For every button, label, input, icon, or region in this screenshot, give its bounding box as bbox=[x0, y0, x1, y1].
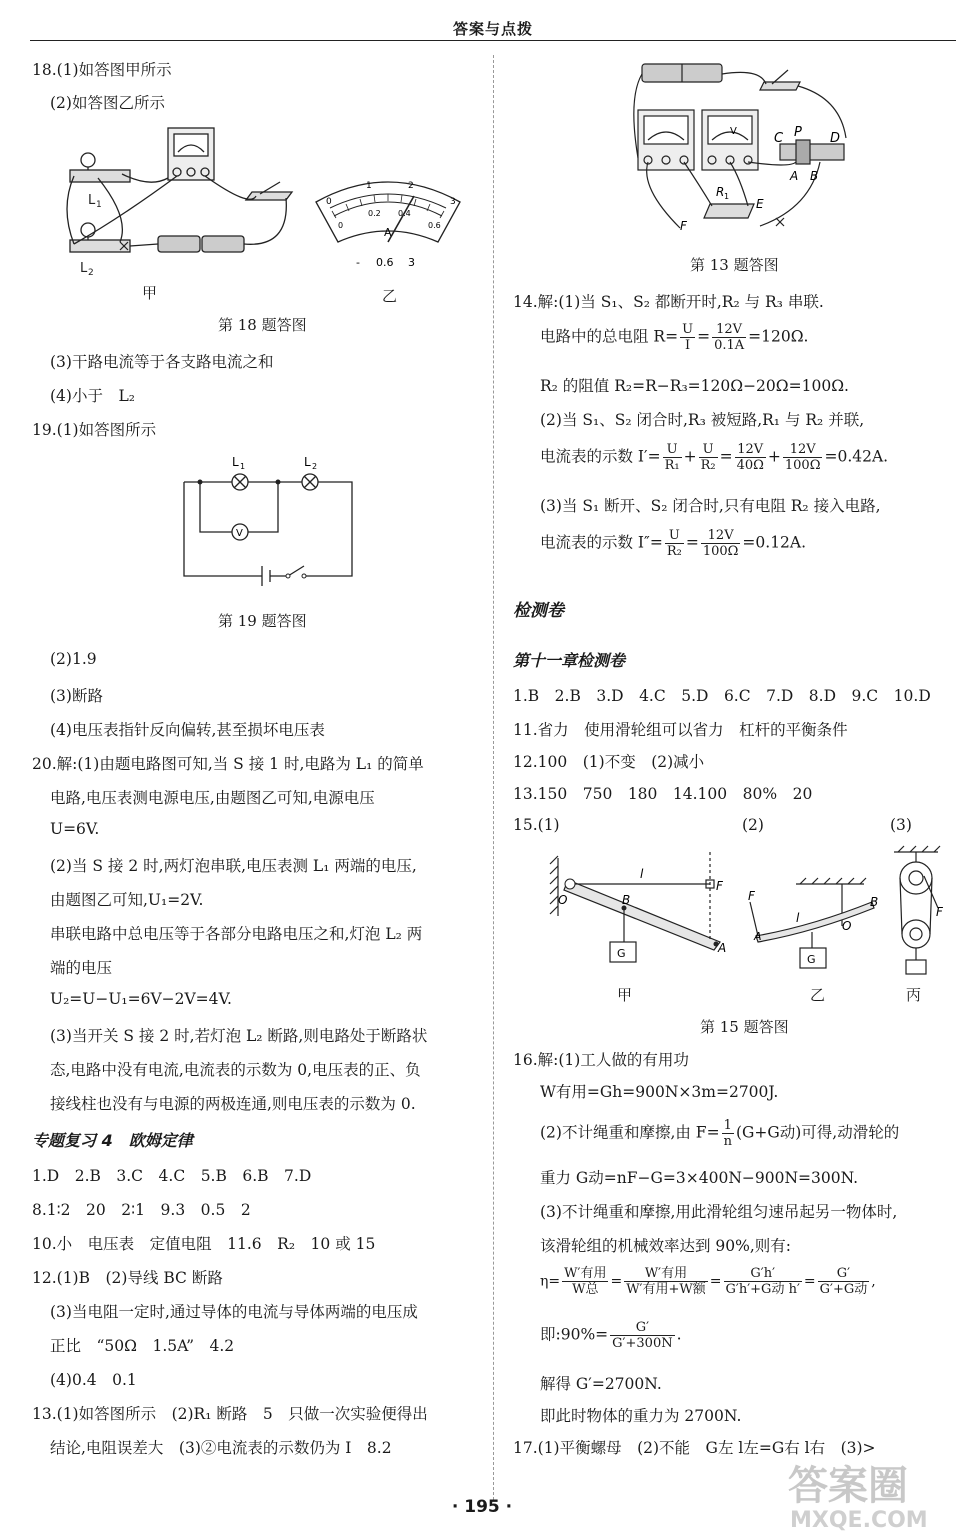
q20-line-5: 由题图乙可知,U₁=2V. bbox=[50, 891, 204, 909]
svg-text:P: P bbox=[794, 125, 802, 140]
svg-text:0.6: 0.6 bbox=[428, 221, 441, 230]
fig18-jia-circuit bbox=[60, 118, 300, 298]
ch11-title: 第十一章检测卷 bbox=[513, 651, 626, 670]
q18-line1: 18.(1)如答图甲所示 bbox=[32, 61, 172, 79]
svg-text:1: 1 bbox=[366, 181, 372, 191]
fig18-caption: 第 18 题答图 bbox=[218, 316, 307, 334]
svg-text:L: L bbox=[88, 193, 96, 208]
q14-line6: (3)当 S₁ 断开、S₂ 闭合时,只有电阻 R₂ 接入电路, bbox=[540, 497, 881, 515]
fig19-circuit-schematic bbox=[176, 452, 362, 584]
fig18-jia-label: 甲 bbox=[142, 284, 158, 302]
answers-line-4: 13.150 750 180 14.100 80% 20 bbox=[513, 785, 813, 803]
svg-text:l: l bbox=[640, 867, 644, 881]
q16-line10: 即此时物体的重力为 2700N. bbox=[540, 1407, 742, 1425]
svg-text:F: F bbox=[716, 879, 723, 893]
q16-line5: (3)不计绳重和摩擦,用此滑轮组匀速吊起另一物体时, bbox=[540, 1203, 898, 1221]
svg-text:2: 2 bbox=[312, 462, 318, 471]
q14-line2: 电路中的总电阻 R= $\frac{U}{I}$ = $\frac{12V}{0.1A}$ =120Ω. bbox=[540, 322, 809, 353]
q16-line6: 该滑轮组的机械效率达到 90%,则有: bbox=[540, 1237, 792, 1255]
q14-line5: 电流表的示数 I′= $\frac{U}{\text{R₁}}$ + $\frac{U}{\text{R₂}}$ = $\frac{12V}{40\Omega}$ + $\frac{12V}{100\Omega}$ =0.42A. bbox=[540, 442, 889, 473]
svg-text:A: A bbox=[754, 930, 762, 943]
svg-text:B: B bbox=[810, 169, 819, 183]
answers-line-2: 11.省力 使用滑轮组可以省力 杠杆的平衡条件 bbox=[513, 721, 848, 739]
q15-label-1: 15.(1) bbox=[513, 816, 560, 834]
q20-line-9: (3)当开关 S 接 2 时,若灯泡 L₂ 断路,则电路处于断路状 bbox=[50, 1027, 428, 1045]
svg-text:1: 1 bbox=[724, 192, 730, 201]
fig15-bing-label: 丙 bbox=[906, 986, 922, 1004]
topic4-line-3: 10.小 电压表 定值电阻 11.6 R₂ 10 或 15 bbox=[32, 1235, 376, 1253]
watermark-logo: 答案圈 bbox=[788, 1463, 908, 1509]
svg-text:A: A bbox=[790, 169, 799, 183]
q20-line-10: 态,电路中没有电流,电流表的示数为 0,电压表的正、负 bbox=[50, 1061, 421, 1079]
svg-text:0.2: 0.2 bbox=[368, 209, 381, 218]
topic4-line-7: (4)0.4 0.1 bbox=[50, 1371, 137, 1389]
svg-text:R: R bbox=[716, 185, 725, 199]
watermark-url: MXQE.COM bbox=[790, 1508, 928, 1533]
svg-text:C: C bbox=[774, 131, 784, 146]
q18-line3: (3)干路电流等于各支路电流之和 bbox=[50, 353, 274, 371]
page-header bbox=[30, 0, 956, 41]
q20-line-8: U₂=U−U₁=6V−2V=4V. bbox=[50, 990, 232, 1008]
q19-line2: (2)1.9 bbox=[50, 650, 97, 668]
q19-line4: (4)电压表指针反向偏转,甚至损坏电压表 bbox=[50, 721, 325, 739]
fig19-caption: 第 19 题答图 bbox=[218, 612, 307, 630]
topic4-line-4: 12.(1)B (2)导线 BC 断路 bbox=[32, 1269, 223, 1287]
svg-text:F: F bbox=[680, 219, 687, 233]
svg-text:E: E bbox=[756, 197, 764, 211]
q14-line4: (2)当 S₁、S₂ 闭合时,R₃ 被短路,R₁ 与 R₂ 并联, bbox=[540, 411, 865, 429]
topic4-title: 专题复习 4 欧姆定律 bbox=[32, 1131, 193, 1150]
fig18-yi-label: 乙 bbox=[382, 287, 398, 305]
q14-line1: 14.解:(1)当 S₁、S₂ 都断开时,R₂ 与 R₃ 串联. bbox=[513, 293, 824, 311]
q20-line-1: 20.解:(1)由题电路图可知,当 S 接 1 时,电路为 L₁ 的简单 bbox=[32, 755, 424, 773]
svg-text:2: 2 bbox=[88, 268, 94, 278]
q20-line-11: 接线柱也没有与电源的两极连通,则电压表的示数为 0. bbox=[50, 1095, 416, 1113]
q20-line-3: U=6V. bbox=[50, 820, 100, 838]
q19-line3: (3)断路 bbox=[50, 687, 103, 705]
fig15-bing-pulley bbox=[886, 846, 956, 980]
svg-text:1: 1 bbox=[240, 462, 246, 471]
svg-text:V: V bbox=[236, 528, 243, 539]
fig15-yi-label: 乙 bbox=[810, 986, 826, 1004]
svg-text:B: B bbox=[870, 895, 879, 909]
svg-text:0.4: 0.4 bbox=[398, 209, 411, 218]
answers-line-1: 1.B 2.B 3.D 4.C 5.D 6.C 7.D 8.D 9.C 10.D bbox=[513, 687, 931, 705]
q16-line1: 16.解:(1)工人做的有用功 bbox=[513, 1051, 689, 1069]
svg-text:2: 2 bbox=[408, 181, 414, 191]
svg-text:F: F bbox=[936, 905, 943, 919]
q16-line2: W有用=Gh=900N×3m=2700J. bbox=[540, 1083, 779, 1101]
q20-line-4: (2)当 S 接 2 时,两灯泡串联,电压表测 L₁ 两端的电压, bbox=[50, 857, 417, 875]
topic4-line-6: 正比 “50Ω 1.5A” 4.2 bbox=[50, 1337, 235, 1355]
q16-line9: 解得 G′=2700N. bbox=[540, 1375, 662, 1393]
answers-line-3: 12.100 (1)不变 (2)减小 bbox=[513, 753, 705, 771]
q20-line-2: 电路,电压表测电源电压,由题图乙可知,电源电压 bbox=[50, 789, 375, 807]
q14-line7: 电流表的示数 I″= $\frac{U}{\text{R₂}}$ = $\frac{12V}{100\Omega}$ =0.12A. bbox=[540, 528, 807, 559]
topic4-line-8: 13.(1)如答图所示 (2)R₁ 断路 5 只做一次实验便得出 bbox=[32, 1405, 428, 1423]
fig15-caption: 第 15 题答图 bbox=[700, 1018, 789, 1036]
svg-text:0: 0 bbox=[338, 221, 344, 230]
svg-text:F: F bbox=[748, 889, 755, 903]
svg-text:G: G bbox=[617, 947, 626, 960]
svg-text:V: V bbox=[730, 126, 737, 137]
q16-line4: 重力 G动=nF−G=3×400N−900N=300N. bbox=[540, 1169, 859, 1187]
q18-line2: (2)如答图乙所示 bbox=[50, 94, 165, 112]
topic4-line-5: (3)当电阻一定时,通过导体的电流与导体两端的电压成 bbox=[50, 1303, 418, 1321]
fig13-caption: 第 13 题答图 bbox=[690, 256, 779, 274]
fig15-jia-lever bbox=[544, 846, 734, 976]
svg-text:-: - bbox=[356, 256, 360, 269]
svg-text:D: D bbox=[830, 131, 841, 146]
q19-line1: 19.(1)如答图所示 bbox=[32, 421, 157, 439]
page-number: · 195 · bbox=[451, 1497, 513, 1517]
q20-line-6: 串联电路中总电压等于各部分电路电压之和,灯泡 L₂ 两 bbox=[50, 925, 423, 943]
svg-text:l: l bbox=[796, 911, 800, 925]
q17-line: 17.(1)平衡螺母 (2)不能 G左 l左=G右 l右 (3)> bbox=[513, 1439, 876, 1457]
fig18-yi-ammeter-dial bbox=[308, 168, 468, 278]
svg-text:3: 3 bbox=[450, 197, 456, 207]
svg-text:L: L bbox=[232, 455, 239, 469]
svg-text:3: 3 bbox=[408, 256, 415, 269]
fig13-circuit bbox=[620, 58, 860, 238]
svg-text:L: L bbox=[80, 261, 88, 276]
fig15-jia-label: 甲 bbox=[617, 986, 633, 1004]
svg-text:A: A bbox=[384, 226, 392, 239]
q15-label-3: (3) bbox=[890, 816, 912, 834]
column-divider bbox=[493, 55, 494, 1500]
svg-text:0.6: 0.6 bbox=[376, 256, 394, 269]
svg-text:L: L bbox=[304, 455, 311, 469]
svg-text:O: O bbox=[842, 919, 852, 933]
q16-line8: 即:90%= $\frac{G'}{G'+300N}$ . bbox=[540, 1320, 682, 1351]
svg-text:B: B bbox=[622, 893, 631, 907]
q16-line7: η= $\frac{\text{W′有用}}{\text{W总}}$ = $\frac{\text{W′有用}}{\text{W′有用+W额}}$ = $\frac{G'h'}{\text{G′h′+G动 h′}}$ = $\frac{G'}{\text{G′+G动}}$ , bbox=[540, 1266, 876, 1297]
svg-text:G: G bbox=[807, 953, 816, 966]
jianceju-title: 检测卷 bbox=[513, 601, 564, 621]
topic4-line-9: 结论,电阻误差大 (3)②电流表的示数仍为 I 8.2 bbox=[50, 1439, 392, 1457]
q14-line3: R₂ 的阻值 R₂=R−R₃=120Ω−20Ω=100Ω. bbox=[540, 377, 849, 395]
q16-line3: (2)不计绳重和摩擦,由 F= $\frac{1}{n}$ (G+G动)可得,动滑轮的 bbox=[540, 1118, 900, 1149]
fig15-yi-lever bbox=[742, 874, 892, 984]
q15-label-2: (2) bbox=[742, 816, 764, 834]
q20-line-7: 端的电压 bbox=[50, 959, 113, 977]
q18-line4: (4)小于 L₂ bbox=[50, 387, 135, 405]
topic4-line-1: 1.D 2.B 3.C 4.C 5.B 6.B 7.D bbox=[32, 1167, 312, 1185]
svg-text:0: 0 bbox=[326, 197, 332, 207]
svg-text:O: O bbox=[558, 893, 568, 907]
svg-text:1: 1 bbox=[96, 200, 102, 210]
topic4-line-2: 8.1∶2 20 2∶1 9.3 0.5 2 bbox=[32, 1201, 251, 1219]
svg-text:A: A bbox=[718, 941, 727, 955]
header-title: 答案与点拨 bbox=[452, 20, 533, 38]
